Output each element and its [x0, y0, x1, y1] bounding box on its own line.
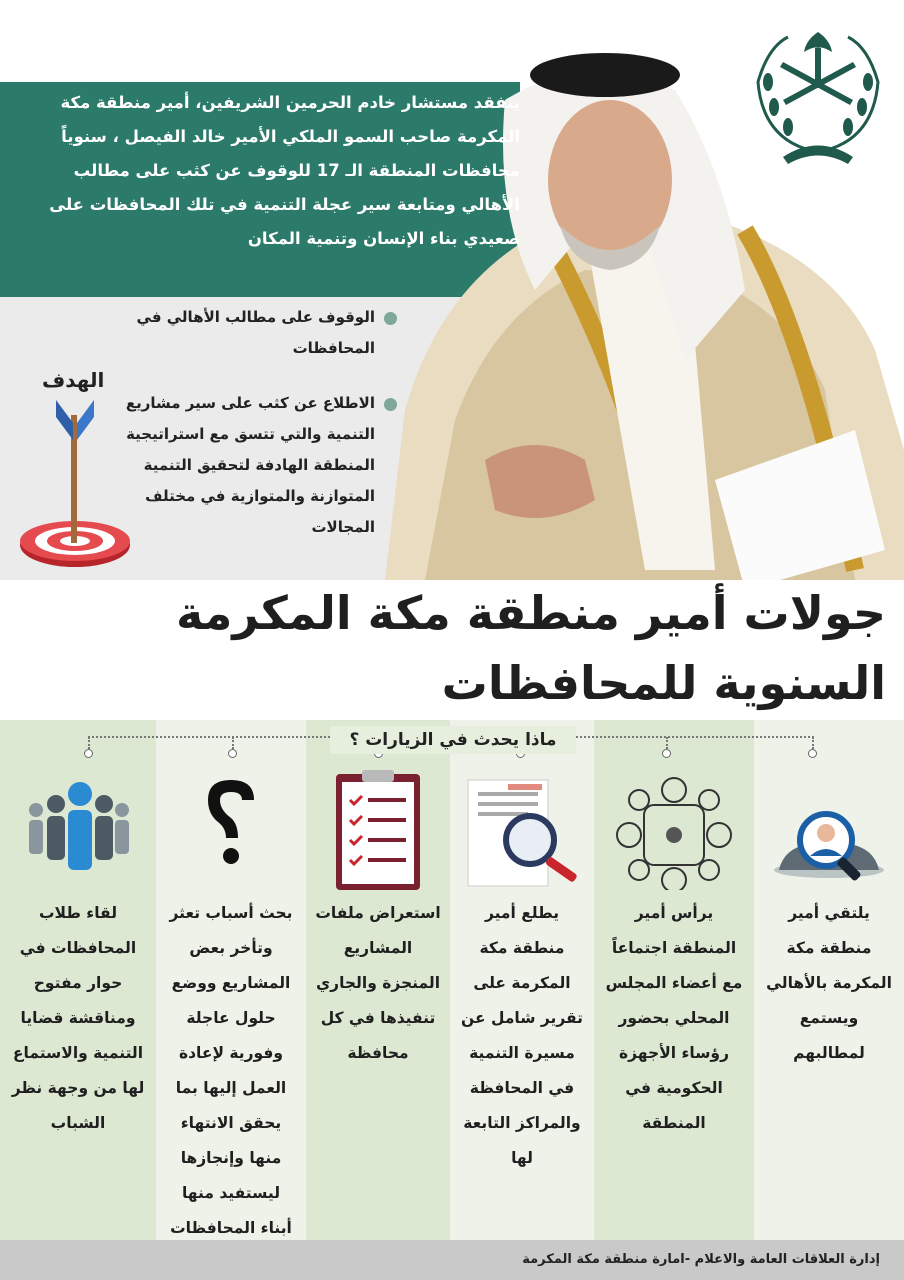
column-6-text: لقاء طلاب المحافظات في حوار مفتوح ومناقشة قضايا التنمية والاستماع لها من وجهة نظر الشباب [11, 904, 145, 1132]
connector-drop [666, 737, 668, 749]
visits-columns [0, 720, 904, 1240]
target-arrow-icon [18, 395, 133, 575]
intro-paragraph: يتفقد مستشار خادم الحرمين الشريفين، أمير منطقة مكة المكرمة صاحب السمو الملكي الأمير خالد الفيصل ، سنوياً محافظات المنطقة الـ 17 للوقوف عن كثب على مطالب الأهالي ومتابعة سير عجلة التنمية في تلك المحافظات على صعيدي بناء الإنسان وتنمية المكان [49, 93, 520, 248]
column-1-text: يلتقي أمير منطقة مكة المكرمة بالأهالي ويستمع لمطالبهم [766, 904, 892, 1062]
column-3 [450, 720, 594, 1240]
section-question: ماذا يحدث في الزيارات ؟ [330, 726, 576, 754]
document-magnifier-icon [450, 770, 594, 890]
page-title-line-2: السنوية للمحافظات [441, 656, 886, 710]
connector-drop [812, 737, 814, 749]
connector-node [662, 749, 671, 758]
column-4 [306, 720, 450, 1240]
page-title-line-1: جولات أمير منطقة مكة المكرمة [176, 586, 886, 640]
connector-drop [88, 737, 90, 749]
meeting-table-icon [594, 770, 754, 890]
clipboard-checklist-icon [306, 770, 450, 890]
connector-node [228, 749, 237, 758]
connector-node [808, 749, 817, 758]
goal-bullet-1: الوقوف على مطالب الأهالي في المحافظات [136, 308, 375, 357]
column-4-text: استعراض ملفات المشاريع المنجزة والجاري تنفيذها في كل محافظة [315, 904, 441, 1062]
column-5-text: بحث أسباب تعثر وتأخر بعض المشاريع ووضع حلول عاجلة وفورية لإعادة العمل إليها بما يحقق الانتهاء منها وإنجازها ليستفيد منها أبناء المحافظات [169, 904, 293, 1237]
search-person-icon [754, 770, 904, 890]
question-mark-icon [156, 770, 306, 890]
bullet-dot-icon [384, 312, 397, 325]
saudi-emblem-icon [748, 22, 888, 167]
connector-drop [232, 737, 234, 749]
people-group-icon [0, 770, 156, 890]
column-5 [156, 720, 306, 1240]
column-6 [0, 720, 156, 1240]
column-3-text: يطلع أمير منطقة مكة المكرمة على تقرير شامل عن مسيرة التنمية في المحافظة والمراكز التابعة لها [461, 904, 583, 1167]
column-2-text: يرأس أمير المنطقة اجتماعاً مع أعضاء المجلس المحلي بحضور رؤساء الأجهزة الحكومية في المنطقة [605, 904, 743, 1132]
column-1 [754, 720, 904, 1240]
column-2 [594, 720, 754, 1240]
goal-label: الهدف [42, 368, 105, 392]
footer-text: إدارة العلاقات العامة والاعلام -امارة منطقة مكة المكرمة [522, 1252, 880, 1267]
connector-node [84, 749, 93, 758]
goal-bullet-2: الاطلاع عن كثب على سير مشاريع التنمية والتي تتسق مع استراتيجية المنطقة الهادفة لتحقيق التنمية المتوازنة والمتوازية في مختلف المجالات [125, 394, 375, 536]
bullet-dot-icon [384, 398, 397, 411]
